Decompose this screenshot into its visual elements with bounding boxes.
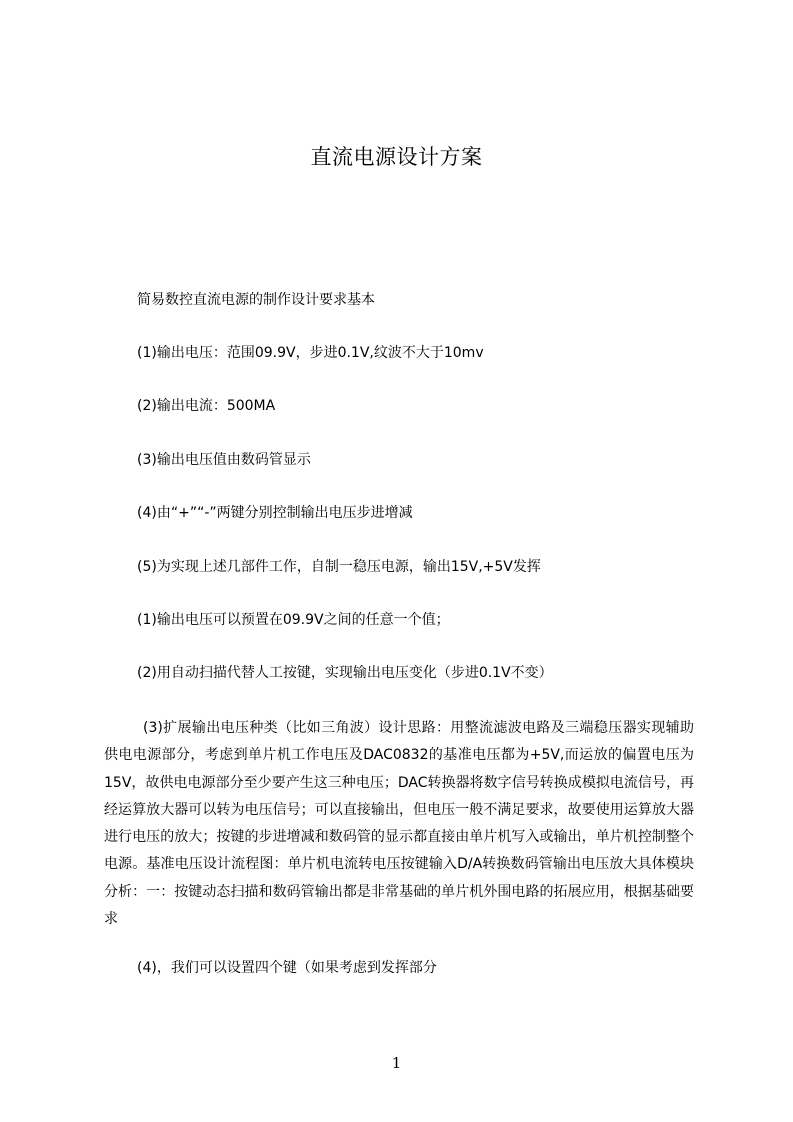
- requirement-item: (2)输出电流：500MA: [137, 398, 276, 414]
- keypad-line: (4)，我们可以设置四个键（如果考虑到发挥部分: [137, 960, 437, 976]
- design-paragraph: (3)扩展输出电压种类（比如三角波）设计思路：用整流滤波电路及三端稳压器实现辅助供电电源部分，考虑到单片机工作电压及DAC0832的基准电压都为+5V,而运放的偏置电压为15V，故供电电源部分至少要产生这三种电压；DAC转换器将数字信号转换成模拟电流信号，再经运算放大器可以转为电压信号；可以直接输出，但电压一般不满足要求，故要使用运算放大器进行电压的放大；按键的步进增减和数码管的显示都直接由单片机写入或输出，单片机控制整个电源。基准电压设计流程图：单片机电流转电压按键输入D/A转换数码管输出电压放大具体模块分析：一：按键动态扫描和数码管输出都是非常基础的单片机外围电路的拓展应用，根据基础要求: [104, 720, 694, 928]
- intro-line: 简易数控直流电源的制作设计要求基本: [137, 292, 375, 308]
- page-number: 1: [391, 1054, 402, 1072]
- extension-item: (1)输出电压可以预置在09.9V之间的任意一个值；: [137, 612, 450, 628]
- requirement-item: (4)由“+”“-”两键分别控制输出电压步进增减: [137, 505, 413, 521]
- requirement-item: (1)输出电压：范围09.9V，步进0.1V,纹波不大于10mv: [137, 345, 484, 361]
- requirement-item: (5)为实现上述几部件工作，自制一稳压电源，输出15V,+5V发挥: [137, 559, 541, 575]
- extension-item: (2)用自动扫描代替人工按键，实现输出电压变化（步进0.1V不变）: [137, 665, 553, 681]
- requirement-item: (3)输出电压值由数码管显示: [137, 452, 311, 468]
- document-title: 直流电源设计方案: [310, 145, 483, 169]
